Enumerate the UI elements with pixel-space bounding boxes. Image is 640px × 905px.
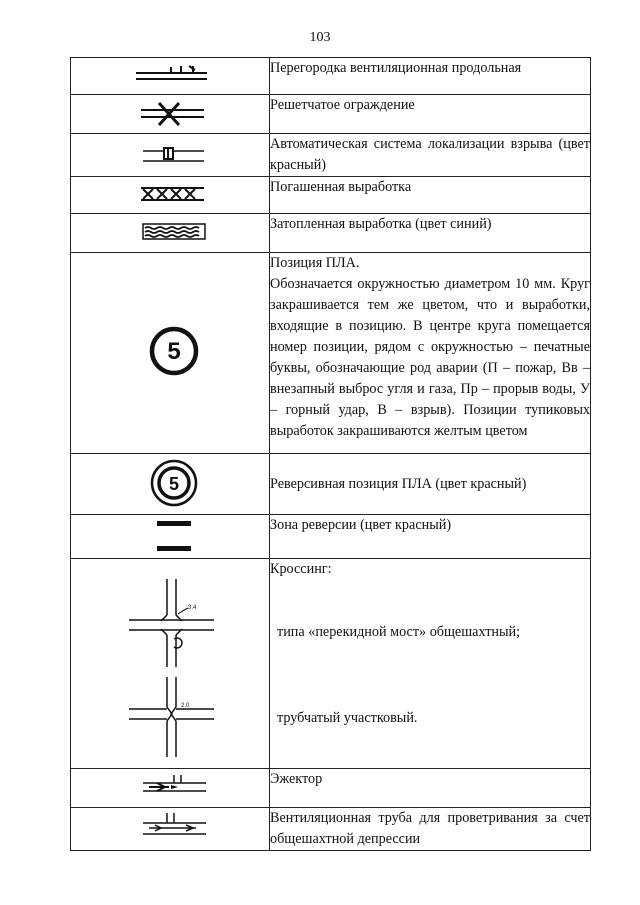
explosion-symbol xyxy=(71,134,269,176)
reverse-position-number: 5 xyxy=(168,474,180,494)
crossing-sub2: трубчатый участковый. xyxy=(277,710,418,726)
desc-ejector: Эжектор xyxy=(270,769,591,808)
crossing-label-bottom: 2.0 xyxy=(181,703,190,709)
crossing-sub1: типа «перекидной мост» общешахтный; xyxy=(277,624,521,640)
position-text: Обозначается окружностью диаметром 10 мм. Круг закрашивается тем же цветом, что и выработки, входящие в позицию. В центре круга помещается номер позиции, рядом с окружностью – печатные буквы, обозначающие род аварии (П – пожар, Вв – внезапный выброс угля и газа, Пр – прорыв воды, У – горный удар, В – взрыв). Позиции тупиковых выработок закрашиваются желтым цветом xyxy=(270,276,590,439)
desc-partition: Перегородка вентиляционная продольная xyxy=(270,58,591,95)
crossing-symbol xyxy=(71,559,269,768)
position-title: Позиция ПЛА. xyxy=(270,255,360,271)
symbol-crossing xyxy=(71,559,270,769)
reverse-position-symbol xyxy=(71,454,269,514)
vent-pipe-symbol xyxy=(71,808,269,849)
desc-vent-pipe: Вентиляционная труба для проветривания за счет общешахтной депрессии xyxy=(270,808,591,851)
position-number: 5 xyxy=(167,338,181,365)
desc-explosion: Автоматическая система локализации взрыва (цвет красный) xyxy=(270,134,591,177)
flooded-symbol xyxy=(71,214,269,252)
table-row xyxy=(71,253,591,454)
table-row xyxy=(71,58,591,95)
reversal-zone-symbol xyxy=(71,515,269,558)
desc-extinguished: Погашенная выработка xyxy=(270,177,591,214)
symbol-partition xyxy=(71,58,270,95)
desc-flooded: Затопленная выработка (цвет синий) xyxy=(270,214,591,253)
table-row xyxy=(71,808,591,851)
symbol-flooded xyxy=(71,214,270,253)
table-row xyxy=(71,134,591,177)
page-number: 103 xyxy=(309,30,331,45)
extinguished-symbol xyxy=(71,177,269,213)
grating-symbol xyxy=(71,95,269,133)
table-row xyxy=(71,95,591,134)
table-row xyxy=(71,177,591,214)
desc-grating: Решетчатое ограждение xyxy=(270,95,591,134)
symbol-position xyxy=(71,253,270,454)
symbol-explosion xyxy=(71,134,270,177)
legend-table xyxy=(70,57,591,851)
symbol-reverse-position xyxy=(71,454,270,515)
crossing-label-top: 3.4 xyxy=(188,605,197,611)
position-symbol xyxy=(71,253,269,453)
table-row xyxy=(71,214,591,253)
ejector-symbol xyxy=(71,769,269,807)
desc-reverse-position: Реверсивная позиция ПЛА (цвет красный) xyxy=(270,454,591,515)
desc-position xyxy=(270,253,591,454)
table-row xyxy=(71,559,591,769)
crossing-title: Кроссинг: xyxy=(270,561,332,577)
table-row xyxy=(71,454,591,515)
symbol-reversal-zone xyxy=(71,515,270,559)
symbol-ejector xyxy=(71,769,270,808)
table-row xyxy=(71,515,591,559)
partition-symbol xyxy=(71,58,269,94)
desc-crossing xyxy=(270,559,591,769)
table-row xyxy=(71,769,591,808)
symbol-vent-pipe xyxy=(71,808,270,851)
symbol-grating xyxy=(71,95,270,134)
symbol-extinguished xyxy=(71,177,270,214)
desc-reversal-zone: Зона реверсии (цвет красный) xyxy=(270,515,591,559)
